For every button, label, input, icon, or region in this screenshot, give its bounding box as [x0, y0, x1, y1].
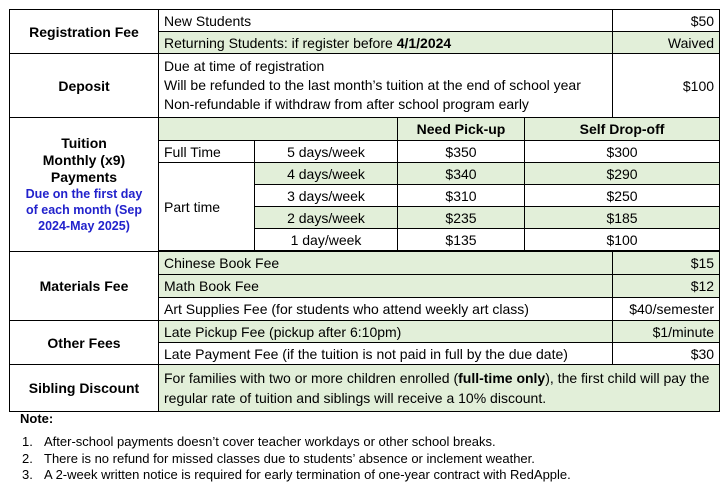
- tuition-pickup-price: $135: [398, 229, 525, 251]
- materials-amount: $40/semester: [613, 298, 720, 321]
- deposit-desc: Due at time of registration Will be refunded to the last month’s tuition at the end of school year Non-refundable if withdraw from after school program early: [159, 54, 613, 118]
- tuition-days: 5 days/week: [255, 141, 398, 163]
- other-fees-row: [10, 321, 720, 343]
- materials-label: Materials Fee: [10, 252, 159, 321]
- materials-amount: $12: [613, 275, 720, 298]
- tuition-dropoff-price: $100: [525, 229, 720, 251]
- fee-table: [9, 9, 720, 412]
- note-item: 2. There is no refund for missed classes due to students’ absence or inclement weather.: [22, 450, 535, 466]
- tuition-days: 3 days/week: [255, 185, 398, 207]
- sibling-discount-text: For families with two or more children enrolled (full-time only), the first child will pay the regular rate of tuition and siblings will receive a 10% discount.: [159, 365, 720, 412]
- tuition-pickup-price: $310: [398, 185, 525, 207]
- sibling-discount-label: Sibling Discount: [10, 365, 159, 412]
- tuition-pickup-price: $235: [398, 207, 525, 229]
- col-header-dropoff: Self Drop-off: [525, 118, 720, 141]
- tuition-days: 4 days/week: [255, 163, 398, 185]
- full-time-label: Full Time: [159, 141, 255, 163]
- sibling-full-time-only: full-time only: [458, 370, 546, 386]
- tuition-dropoff-price: $290: [525, 163, 720, 185]
- tuition-due-note: Due on the first day: [25, 187, 143, 201]
- other-fees-label: Other Fees: [10, 321, 159, 365]
- col-header-pickup: Need Pick-up: [398, 118, 525, 141]
- tuition-header-blank: [159, 118, 398, 141]
- notes-list: [22, 434, 571, 484]
- tuition-header-row: [10, 118, 720, 141]
- tuition-dropoff-price: $250: [525, 185, 720, 207]
- registration-label: Registration Fee: [10, 10, 159, 54]
- deposit-label: Deposit: [10, 54, 159, 118]
- deposit-amount: $100: [613, 54, 720, 118]
- registration-amount: $50: [613, 10, 720, 32]
- tuition-pickup-price: $340: [398, 163, 525, 185]
- registration-amount: Waived: [613, 32, 720, 54]
- note-item: 1. After-school payments doesn’t cover teacher workdays or other school breaks.: [22, 434, 496, 449]
- tuition-pickup-price: $350: [398, 141, 525, 163]
- deposit-row: [10, 54, 720, 118]
- registration-desc: New Students: [159, 10, 613, 32]
- materials-amount: $15: [613, 252, 720, 275]
- registration-desc: Returning Students: if register before 4/1/2024: [159, 32, 613, 54]
- sibling-discount-row: [10, 365, 720, 412]
- registration-row-new: [10, 10, 720, 32]
- registration-deadline: 4/1/2024: [396, 34, 452, 51]
- materials-desc: Math Book Fee: [159, 275, 613, 298]
- materials-desc: Art Supplies Fee (for students who attend weekly art class): [159, 298, 613, 321]
- other-fees-desc: Late Payment Fee (if the tuition is not paid in full by the due date): [159, 343, 613, 365]
- materials-row: [10, 252, 720, 275]
- tuition-dropoff-price: $185: [525, 207, 720, 229]
- other-fees-amount: $1/minute: [613, 321, 720, 343]
- other-fees-amount: $30: [613, 343, 720, 365]
- tuition-days: 1 day/week: [255, 229, 398, 251]
- note-item: 3. A 2-week written notice is required for early termination of one-year contract with RedApple.: [22, 467, 571, 482]
- tuition-days: 2 days/week: [255, 207, 398, 229]
- tuition-label: Tuition Monthly (x9) Payments Due on the first day of each month (Sep 2024-May 2025): [10, 118, 159, 252]
- other-fees-desc: Late Pickup Fee (pickup after 6:10pm): [159, 321, 613, 343]
- materials-desc: Chinese Book Fee: [159, 252, 613, 275]
- notes-heading: Note:: [20, 411, 54, 426]
- tuition-dropoff-price: $300: [525, 141, 720, 163]
- part-time-label: Part time: [159, 163, 255, 251]
